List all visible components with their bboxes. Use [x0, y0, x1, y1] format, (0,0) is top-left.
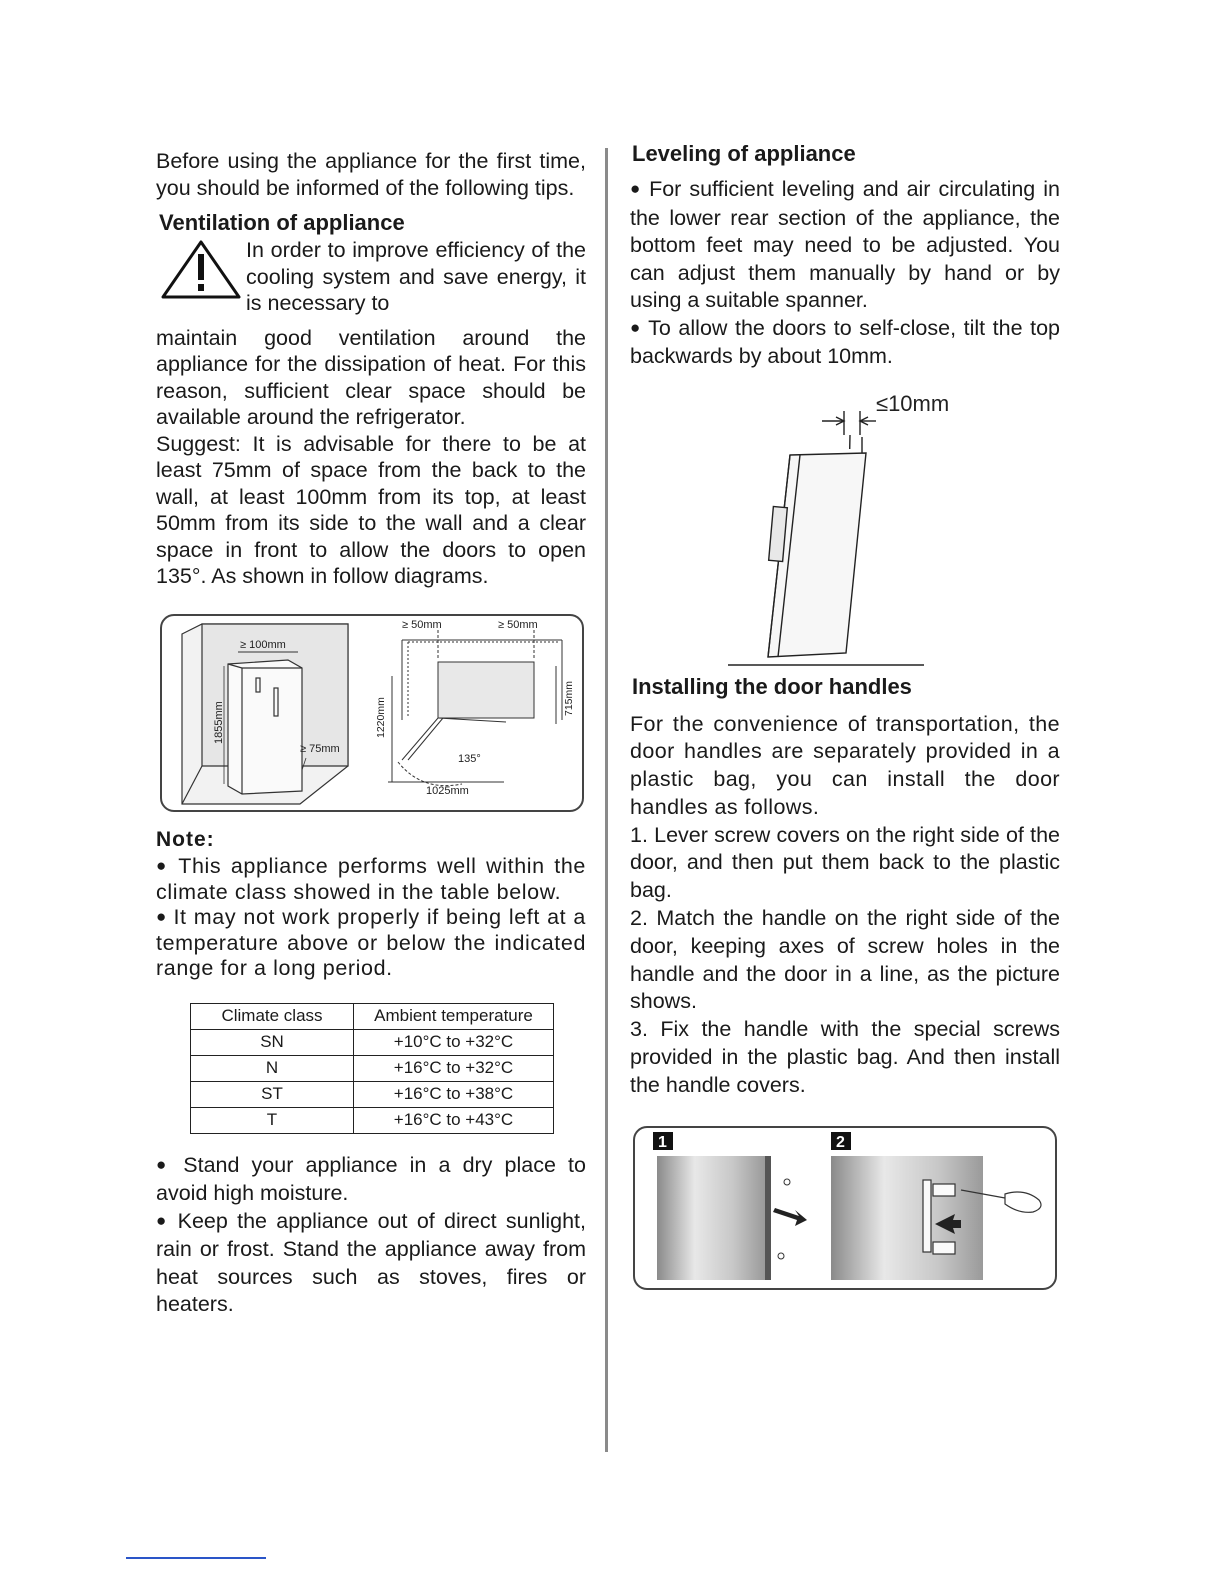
- note-heading: Note:: [156, 827, 215, 851]
- panel-2-label: 2: [836, 1133, 845, 1151]
- handles-step-1: 1. Lever screw covers on the right side of the door, and then put them back to the plastic bag.: [630, 822, 1060, 903]
- angle-label: 135°: [458, 752, 481, 765]
- ventilation-heading: Ventilation of appliance: [159, 210, 405, 235]
- back-gap-label: ≥ 75mm: [300, 742, 340, 755]
- ventilation-continued: maintain good ventilation around the appliance for the dissipation of heat. For this reason, sufficient clear space should be available around the refrigerator.: [156, 325, 586, 429]
- depth-right-label: 715mm: [563, 680, 575, 716]
- bullet-dry-place: ● Stand your appliance in a dry place to avoid high moisture.: [156, 1152, 586, 1208]
- left-column: [156, 140, 586, 1319]
- panel-1-label: 1: [658, 1133, 667, 1151]
- intro-paragraph: Before using the appliance for the first time, you should be informed of the following tips.: [156, 149, 586, 200]
- column-divider: [605, 148, 608, 1452]
- note-bullet-temperature: ● It may not work properly if being left at a temperature above or below the indicated range for a long period.: [156, 905, 586, 981]
- leveling-bullet-feet: ● For sufficient leveling and air circulating in the lower rear section of the appliance, the bottom feet may need to be adjusted. You can adjust them manually by hand or by using a suitable spanner.: [630, 176, 1060, 315]
- table-cell: +16°C to +32°C: [354, 1055, 554, 1081]
- depth-label: 1220mm: [375, 696, 387, 738]
- table-cell: +10°C to +32°C: [354, 1029, 554, 1055]
- ventilation-warning: [156, 237, 586, 317]
- handles-figure: [633, 1126, 1057, 1290]
- tilt-label: ≤10mm: [876, 390, 950, 416]
- handles-intro: For the convenience of transportation, the door handles are separately provided in a plastic bag, you can install the door handles as follows.: [630, 711, 1060, 819]
- leveling-bullet-tilt: ● To allow the doors to self-close, tilt the top backwards by about 10mm.: [630, 315, 1060, 371]
- climate-class-header: Climate class: [191, 1003, 354, 1029]
- handles-step-3: 3. Fix the handle with the special screws provided in the plastic bag. And then install the handle covers.: [630, 1017, 1060, 1097]
- table-row: [191, 1055, 554, 1081]
- top-gap-label: ≥ 100mm: [240, 638, 286, 651]
- ventilation-warning-text: In order to improve efficiency of the cooling system and save energy, it is necessary to: [246, 238, 586, 315]
- table-row: [191, 1029, 554, 1055]
- side-gap-left-label: ≥ 50mm: [402, 618, 442, 631]
- table-row: [191, 1081, 554, 1107]
- climate-table: [190, 1003, 554, 1134]
- table-cell: N: [191, 1055, 354, 1081]
- right-column: [630, 140, 1060, 1290]
- table-row: [191, 1107, 554, 1133]
- ambient-temperature-header: Ambient temperature: [354, 1003, 554, 1029]
- footer-rule: [126, 1557, 266, 1559]
- bullet-sunlight: ● Keep the appliance out of direct sunlight, rain or frost. Stand the appliance away from heat sources such as stoves, fires or heaters.: [156, 1208, 586, 1319]
- tilt-diagram: [630, 375, 1060, 667]
- note-bullet-climate: ● This appliance performs well within the climate class showed in the table below.: [156, 854, 586, 905]
- leveling-heading: Leveling of appliance: [632, 141, 856, 166]
- ventilation-diagram: [160, 614, 584, 812]
- handles-step-2: 2. Match the handle on the right side of the door, keeping axes of screw holes in the handle and the door in a line, as the picture shows.: [630, 906, 1060, 1014]
- height-label: 1855mm: [213, 700, 225, 744]
- table-cell: +16°C to +43°C: [354, 1107, 554, 1133]
- table-cell: ST: [191, 1081, 354, 1107]
- side-gap-right-label: ≥ 50mm: [498, 618, 538, 631]
- table-cell: T: [191, 1107, 354, 1133]
- suggest-paragraph: Suggest: It is advisable for there to be at least 75mm of space from the back to the wall, at least 100mm from its top, at least 50mm from its side to the wall and a clear space in front to allow the doors to open 135°. As shown in follow diagrams.: [156, 431, 586, 588]
- warning-icon: [156, 237, 246, 308]
- width-open-label: 1025mm: [426, 784, 469, 797]
- handles-heading: Installing the door handles: [632, 673, 912, 699]
- table-cell: +16°C to +38°C: [354, 1081, 554, 1107]
- table-cell: SN: [191, 1029, 354, 1055]
